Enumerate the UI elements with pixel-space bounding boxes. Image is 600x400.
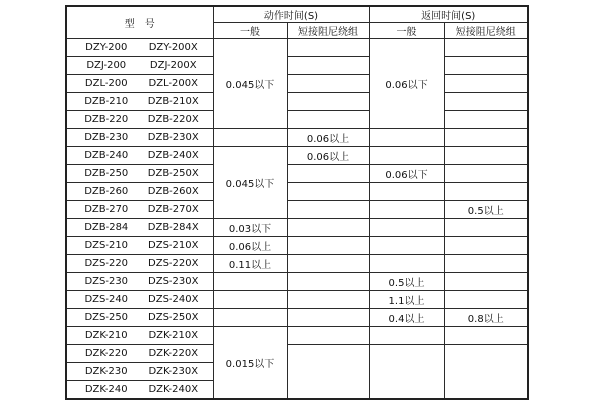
- model-name: DZB-220: [84, 114, 129, 125]
- model-name: DZS-210X: [148, 240, 199, 251]
- model-cell: [66, 273, 213, 291]
- model-names: [67, 330, 213, 341]
- model-cell: [66, 309, 213, 327]
- model-names: [67, 42, 213, 53]
- model-names: [67, 78, 213, 89]
- model-cell: [66, 147, 213, 165]
- value-cell-act-damping: [287, 291, 369, 309]
- model-names: [67, 114, 213, 125]
- model-name: DZB-230: [84, 132, 129, 143]
- value-cell-act-damping: [287, 219, 369, 237]
- table-row: [66, 183, 528, 201]
- value-cell-act-damping: [287, 327, 369, 345]
- model-names: [67, 384, 213, 395]
- value-cell-act-damping: [287, 345, 369, 399]
- model-cell: [66, 381, 213, 399]
- value-cell-act-damping: 0.06以上: [287, 129, 369, 147]
- relay-spec-table: [65, 5, 529, 400]
- value-cell-act-general: [213, 291, 287, 309]
- model-names: [67, 186, 213, 197]
- model-name: DZJ-200X: [149, 60, 197, 71]
- header-action-general: 一般: [213, 23, 287, 39]
- value-cell-ret-general: 0.06以下: [369, 39, 444, 129]
- model-cell: [66, 129, 213, 147]
- model-name: DZB-260: [84, 186, 129, 197]
- model-names: [67, 168, 213, 179]
- value-cell-act-damping: [287, 93, 369, 111]
- value-cell-act-general: [213, 309, 287, 327]
- value-cell-act-damping: [287, 75, 369, 93]
- value-cell-ret-general: 1.1以上: [369, 291, 444, 309]
- value-cell-ret-general: 0.06以下: [369, 165, 444, 183]
- table-row: [66, 345, 528, 363]
- model-name: DZS-240: [84, 294, 129, 305]
- value-cell-act-general: 0.06以上: [213, 237, 287, 255]
- value-cell-act-general: [213, 273, 287, 291]
- value-cell-ret-general: [369, 219, 444, 237]
- value-cell-ret-damping: [444, 255, 528, 273]
- model-cell: [66, 255, 213, 273]
- value-cell-ret-damping: [444, 129, 528, 147]
- header-action-time: 动作时间(S): [213, 6, 369, 23]
- model-names: [67, 312, 213, 323]
- model-names: [67, 366, 213, 377]
- table-header: [66, 6, 528, 39]
- model-name: DZS-250: [84, 312, 129, 323]
- model-name: DZB-230X: [147, 132, 199, 143]
- value-cell-ret-damping: [444, 57, 528, 75]
- model-name: DZB-220X: [147, 114, 199, 125]
- table-row: [66, 165, 528, 183]
- model-name: DZS-230X: [148, 276, 199, 287]
- model-name: DZK-220: [84, 348, 128, 359]
- model-name: DZS-210: [84, 240, 129, 251]
- value-cell-ret-damping: [444, 273, 528, 291]
- value-cell-ret-damping: [444, 219, 528, 237]
- model-name: DZB-270X: [147, 204, 199, 215]
- table-row: [66, 39, 528, 57]
- model-cell: [66, 327, 213, 345]
- model-name: DZB-284X: [147, 222, 199, 233]
- model-names: [67, 294, 213, 305]
- model-name: DZB-240X: [147, 150, 199, 161]
- value-cell-ret-damping: [444, 147, 528, 165]
- value-cell-act-general: 0.015以下: [213, 327, 287, 399]
- value-cell-ret-damping: [444, 237, 528, 255]
- table-row: [66, 129, 528, 147]
- value-cell-ret-general: [369, 255, 444, 273]
- model-cell: [66, 39, 213, 57]
- model-names: [67, 276, 213, 287]
- header-return-damping: 短接阻尼绕组: [444, 23, 528, 39]
- model-names: [67, 60, 213, 71]
- model-name: DZB-284: [84, 222, 129, 233]
- model-cell: [66, 219, 213, 237]
- value-cell-act-damping: [287, 255, 369, 273]
- value-cell-ret-damping: [444, 165, 528, 183]
- table-row: [66, 201, 528, 219]
- value-cell-act-damping: [287, 111, 369, 129]
- model-names: [67, 240, 213, 251]
- model-name: DZY-200: [85, 42, 128, 53]
- model-cell: [66, 237, 213, 255]
- model-name: DZB-260X: [147, 186, 199, 197]
- table-row: [66, 273, 528, 291]
- table-row: [66, 147, 528, 165]
- model-name: DZB-210: [84, 96, 129, 107]
- table-row: [66, 309, 528, 327]
- table-row: [66, 255, 528, 273]
- value-cell-ret-general: 0.4以上: [369, 309, 444, 327]
- value-cell-act-damping: [287, 237, 369, 255]
- model-cell: [66, 183, 213, 201]
- value-cell-ret-damping: [444, 183, 528, 201]
- value-cell-act-damping: [287, 201, 369, 219]
- header-action-damping: 短接阻尼绕组: [287, 23, 369, 39]
- model-name: DZY-200X: [148, 42, 198, 53]
- value-cell-act-damping: 0.06以上: [287, 147, 369, 165]
- model-names: [67, 348, 213, 359]
- model-names: [67, 132, 213, 143]
- model-name: DZB-240: [84, 150, 129, 161]
- model-cell: [66, 291, 213, 309]
- model-cell: [66, 165, 213, 183]
- model-cell: [66, 57, 213, 75]
- model-name: DZB-210X: [147, 96, 199, 107]
- model-name: DZK-230: [84, 366, 128, 377]
- table-row: [66, 75, 528, 93]
- model-name: DZJ-200: [86, 60, 127, 71]
- model-name: DZK-230X: [148, 366, 199, 377]
- value-cell-ret-damping: 0.5以上: [444, 201, 528, 219]
- value-cell-ret-damping: [444, 111, 528, 129]
- model-cell: [66, 75, 213, 93]
- model-names: [67, 150, 213, 161]
- table-row: [66, 93, 528, 111]
- value-cell-ret-damping: [444, 93, 528, 111]
- header-return-time: 返回时间(S): [369, 6, 528, 23]
- table-row: [66, 291, 528, 309]
- model-name: DZK-220X: [148, 348, 199, 359]
- value-cell-ret-general: [369, 201, 444, 219]
- value-cell-act-damping: [287, 165, 369, 183]
- value-cell-act-general: 0.11以上: [213, 255, 287, 273]
- value-cell-act-damping: [287, 183, 369, 201]
- value-cell-ret-general: 0.5以上: [369, 273, 444, 291]
- model-name: DZS-250X: [148, 312, 199, 323]
- model-names: [67, 258, 213, 269]
- header-return-general: 一般: [369, 23, 444, 39]
- model-name: DZB-250: [84, 168, 129, 179]
- model-name: DZB-270: [84, 204, 129, 215]
- model-names: [67, 96, 213, 107]
- model-name: DZS-230: [84, 276, 129, 287]
- table-row: [66, 219, 528, 237]
- model-names: [67, 204, 213, 215]
- value-cell-ret-damping: [444, 327, 528, 345]
- value-cell-ret-general: [369, 345, 444, 399]
- model-cell: [66, 345, 213, 363]
- model-name: DZS-240X: [148, 294, 199, 305]
- relay-spec-table-container: [65, 5, 529, 400]
- value-cell-act-damping: [287, 273, 369, 291]
- value-cell-ret-damping: [444, 291, 528, 309]
- model-cell: [66, 111, 213, 129]
- value-cell-act-damping: [287, 39, 369, 57]
- header-model: 型 号: [66, 6, 213, 39]
- value-cell-ret-general: [369, 147, 444, 165]
- value-cell-ret-damping: [444, 345, 528, 399]
- model-name: DZS-220: [84, 258, 129, 269]
- model-name: DZL-200: [84, 78, 128, 89]
- table-row: [66, 57, 528, 75]
- table-row: [66, 111, 528, 129]
- table-header-row-1: [66, 6, 528, 23]
- value-cell-act-general: 0.03以下: [213, 219, 287, 237]
- model-name: DZK-210X: [148, 330, 199, 341]
- value-cell-ret-general: [369, 327, 444, 345]
- value-cell-ret-damping: [444, 39, 528, 57]
- value-cell-act-damping: [287, 57, 369, 75]
- value-cell-ret-general: [369, 183, 444, 201]
- table-row: [66, 237, 528, 255]
- model-cell: [66, 201, 213, 219]
- model-name: DZB-250X: [147, 168, 199, 179]
- value-cell-act-general: [213, 129, 287, 147]
- model-name: DZL-200X: [148, 78, 198, 89]
- value-cell-ret-damping: [444, 75, 528, 93]
- value-cell-ret-general: [369, 129, 444, 147]
- value-cell-ret-general: [369, 237, 444, 255]
- model-name: DZK-210: [84, 330, 128, 341]
- model-cell: [66, 363, 213, 381]
- table-row: [66, 327, 528, 345]
- model-name: DZK-240X: [148, 383, 199, 395]
- value-cell-ret-damping: 0.8以上: [444, 309, 528, 327]
- model-cell: [66, 93, 213, 111]
- value-cell-act-general: 0.045以下: [213, 147, 287, 219]
- value-cell-act-damping: [287, 309, 369, 327]
- model-names: [67, 222, 213, 233]
- value-cell-act-general: 0.045以下: [213, 39, 287, 129]
- model-name: DZK-240: [84, 383, 128, 395]
- model-name: DZS-220X: [148, 258, 199, 269]
- table-body: [66, 39, 528, 399]
